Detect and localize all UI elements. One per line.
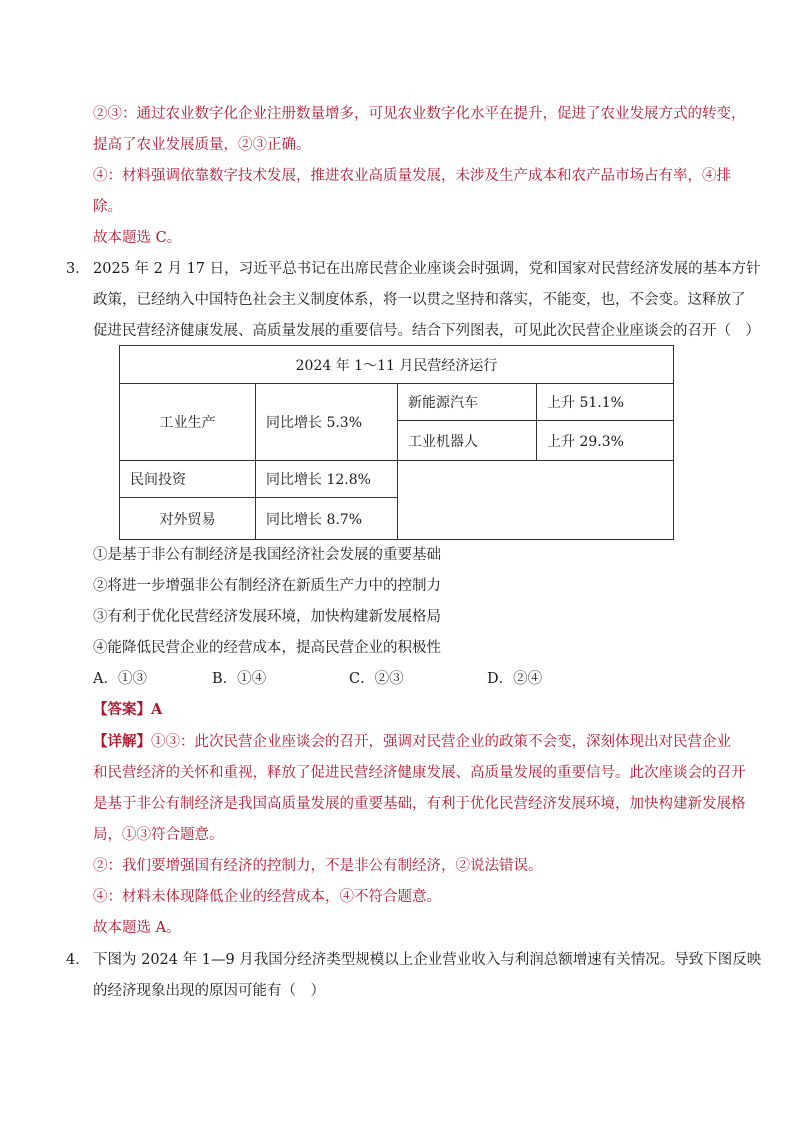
detail-line: 局，①③符合题意。 <box>93 827 224 843</box>
prev-explanation-line: 除。 <box>93 199 122 215</box>
question-stem-line: 促进民营经济健康发展、高质量发展的重要信号。结合下列图表，可见此次民营企业座谈会的召开（ ） <box>93 323 760 339</box>
table-cell-value: 同比增长 8.7% <box>256 498 398 540</box>
answer-value: A <box>151 701 163 718</box>
table-cell-value: 同比增长 5.3% <box>256 384 398 461</box>
answer-label: 【答案】 <box>93 701 151 718</box>
answer-line <box>93 700 162 720</box>
detail-label: 【详解】 <box>93 733 151 750</box>
table-cell-subvalue: 上升 51.1% <box>537 384 674 421</box>
detail-text: ①③：此次民营企业座谈会的召开，强调对民营企业的政策不会变，深刻体现出对民营企业 <box>151 734 731 750</box>
statement-item: ③有利于优化民营经济发展环境，加快构建新发展格局 <box>93 609 441 625</box>
question-number: 4． <box>66 952 90 968</box>
prev-conclusion: 故本题选 C。 <box>93 230 182 246</box>
option-b[interactable]: B．①④ <box>212 671 267 687</box>
question-stem-line: 政策，已经纳入中国特色社会主义制度体系，将一以贯之坚持和落实，不能变，也，不会变。这释放了 <box>93 292 746 308</box>
conclusion-line: 故本题选 A。 <box>93 920 181 936</box>
option-c[interactable]: C．②③ <box>349 671 404 687</box>
private-economy-table <box>119 345 674 540</box>
table-cell-subvalue: 上升 29.3% <box>537 421 674 461</box>
detail-line: ②：我们要增强国有经济的控制力，不是非公有制经济，②说法错误。 <box>93 858 543 874</box>
detail-line: 和民营经济的关怀和重视，释放了促进民营经济健康发展、高质量发展的重要信号。此次座谈会的召开 <box>93 765 746 781</box>
table-title: 2024 年 1～11 月民营经济运行 <box>120 346 674 384</box>
prev-explanation-line: ④：材料强调依靠数字技术发展，推进农业高质量发展，未涉及生产成本和农产品市场占有率，④排 <box>93 168 731 184</box>
option-d[interactable]: D．②④ <box>487 671 543 687</box>
question-stem-line: 2025 年 2 月 17 日，习近平总书记在出席民营企业座谈会时强调，党和国家对民营经济发展的基本方针 <box>93 261 761 277</box>
table-cell-label: 对外贸易 <box>120 498 256 540</box>
question-stem-line: 下图为 2024 年 1—9 月我国分经济类型规模以上企业营业收入与利润总额增速有关情况。导致下图反映 <box>93 952 762 968</box>
table-cell-sublabel: 工业机器人 <box>398 421 537 461</box>
statement-item: ④能降低民营企业的经营成本，提高民营企业的积极性 <box>93 640 441 656</box>
option-a[interactable]: A．①③ <box>93 671 147 687</box>
detail-line: 是基于非公有制经济是我国高质量发展的重要基础，有利于优化民营经济发展环境，加快构建新发展格 <box>93 796 746 812</box>
statement-item: ②将进一步增强非公有制经济在新质生产力中的控制力 <box>93 578 441 594</box>
prev-explanation-line: 提高了农业发展质量，②③正确。 <box>93 137 311 153</box>
detail-line: ④：材料未体现降低企业的经营成本，④不符合题意。 <box>93 889 441 905</box>
statement-item: ①是基于非公有制经济是我国经济社会发展的重要基础 <box>93 547 441 563</box>
question-number: 3． <box>66 261 90 277</box>
table-cell-label: 工业生产 <box>120 384 256 461</box>
table-cell-empty <box>398 461 674 540</box>
table-cell-sublabel: 新能源汽车 <box>398 384 537 421</box>
table-cell-value: 同比增长 12.8% <box>256 461 398 498</box>
question-stem-line: 的经济现象出现的原因可能有（ ） <box>93 983 325 999</box>
prev-explanation-line: ②③：通过农业数字化企业注册数量增多，可见农业数字化水平在提升，促进了农业发展方式的转变， <box>93 106 746 122</box>
table-cell-label: 民间投资 <box>120 461 256 498</box>
detail-line <box>93 732 731 752</box>
